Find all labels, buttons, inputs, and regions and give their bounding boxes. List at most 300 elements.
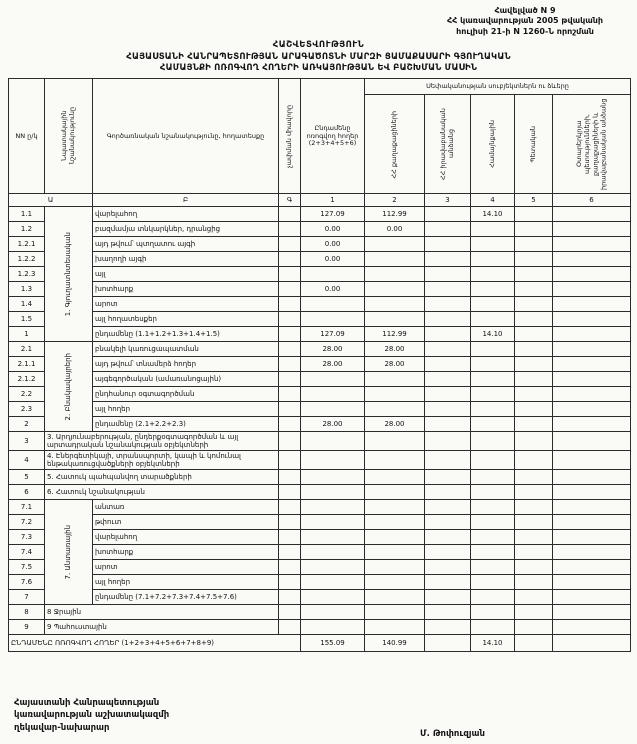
value-cell — [471, 515, 515, 530]
value-cell — [365, 530, 425, 545]
value-cell — [515, 515, 553, 530]
unit-cell — [279, 327, 301, 342]
value-cell — [515, 530, 553, 545]
value-cell — [515, 417, 553, 432]
value-cell — [301, 605, 365, 620]
table-row — [9, 342, 631, 357]
land-type-label-cell: անտառ — [93, 500, 279, 515]
value-cell — [471, 470, 515, 485]
value-cell — [301, 312, 365, 327]
table-row — [9, 451, 631, 470]
table-header — [9, 79, 631, 207]
table-row — [9, 560, 631, 575]
col-header-citizens — [365, 95, 425, 194]
appendix-line-3: հուլիսի 21-ի N 1260-Ն որոշման — [456, 26, 594, 36]
value-cell — [553, 560, 631, 575]
grand-total-value-cell: 140.99 — [365, 635, 425, 652]
row-number-cell: 2 — [9, 417, 45, 432]
unit-cell — [279, 252, 301, 267]
value-cell: 127.09 — [301, 207, 365, 222]
value-cell — [553, 237, 631, 252]
value-cell — [553, 327, 631, 342]
value-cell — [515, 207, 553, 222]
value-cell — [365, 515, 425, 530]
value-cell — [553, 545, 631, 560]
land-type-label-cell: այլ հողեր — [93, 402, 279, 417]
value-cell: 28.00 — [365, 357, 425, 372]
table-row — [9, 222, 631, 237]
value-cell: 28.00 — [365, 342, 425, 357]
value-cell — [425, 372, 471, 387]
row-number-cell: 1.3 — [9, 282, 45, 297]
value-cell — [425, 451, 471, 470]
table-row — [9, 432, 631, 451]
value-cell — [425, 402, 471, 417]
col-letter: 5 — [515, 194, 553, 207]
value-cell: 14.10 — [471, 327, 515, 342]
value-cell — [515, 620, 553, 635]
value-cell — [301, 485, 365, 500]
col-header-row-number: NN ը/կ — [9, 79, 45, 194]
unit-cell — [279, 545, 301, 560]
col-header-total-irrigated: Ընդամենը ոռոգվող հողեր (2+3+4+5+6) — [301, 79, 365, 194]
unit-cell — [279, 402, 301, 417]
value-cell — [515, 297, 553, 312]
value-cell: 127.09 — [301, 327, 365, 342]
report-title-line-3: ՀԱՄԱՅՆՔԻ ՈՌՈԳՎՈՂ ՀՈՂԵՐԻ ԱՌԿԱՅՈՒԹՅԱՆ ԵՎ ԲԱՇԽՄԱՆ ՄԱՍԻՆ — [159, 62, 478, 73]
value-cell — [301, 372, 365, 387]
table-row — [9, 297, 631, 312]
value-cell — [425, 207, 471, 222]
value-cell — [471, 267, 515, 282]
value-cell — [553, 387, 631, 402]
value-cell — [425, 575, 471, 590]
value-cell — [553, 515, 631, 530]
value-cell — [471, 237, 515, 252]
value-cell — [553, 207, 631, 222]
table-row — [9, 237, 631, 252]
value-cell — [515, 282, 553, 297]
table-row — [9, 620, 631, 635]
value-cell — [515, 545, 553, 560]
land-type-label-cell: խոտհարք — [93, 282, 279, 297]
table-row — [9, 485, 631, 500]
value-cell — [425, 267, 471, 282]
row-number-cell: 2.3 — [9, 402, 45, 417]
value-cell — [425, 530, 471, 545]
unit-cell — [279, 530, 301, 545]
land-type-label-cell: 4. Էներգետիկայի, տրանսպորտի, կապի և կոմունալ ենթակառուցվածքների օբյեկտների — [45, 451, 279, 470]
appendix-line-2: ՀՀ կառավարության 2005 թվականի — [446, 16, 604, 26]
value-cell — [425, 342, 471, 357]
table-row — [9, 282, 631, 297]
value-cell — [365, 387, 425, 402]
value-cell — [425, 237, 471, 252]
appendix-note — [420, 6, 630, 37]
value-cell — [471, 402, 515, 417]
value-cell — [553, 252, 631, 267]
value-cell — [365, 297, 425, 312]
col-header-ownership-group: Սեփականության սուբյեկտներն ու ձևերը — [365, 79, 631, 95]
land-type-label-cell: վարելահող — [93, 530, 279, 545]
row-number-cell: 2.1.2 — [9, 372, 45, 387]
table-row — [9, 357, 631, 372]
value-cell — [553, 417, 631, 432]
value-cell — [515, 470, 553, 485]
table-row — [9, 417, 631, 432]
value-cell: 28.00 — [301, 417, 365, 432]
land-type-label-cell: խաղողի այգի — [93, 252, 279, 267]
value-cell — [425, 485, 471, 500]
value-cell — [553, 590, 631, 605]
value-cell — [471, 590, 515, 605]
land-type-label-cell: խոտհարք — [93, 545, 279, 560]
table-body — [9, 207, 631, 652]
value-cell — [471, 432, 515, 451]
col-letter: Բ — [93, 194, 279, 207]
value-cell — [365, 252, 425, 267]
value-cell — [553, 470, 631, 485]
row-number-cell: 6 — [9, 485, 45, 500]
land-type-label-cell: 8 Ջրային — [45, 605, 279, 620]
row-number-cell: 2.1.1 — [9, 357, 45, 372]
unit-cell — [279, 515, 301, 530]
table-row — [9, 500, 631, 515]
signatory-line-2: կառավարության աշխատակազմի — [14, 710, 170, 721]
row-number-cell: 7.1 — [9, 500, 45, 515]
value-cell — [365, 605, 425, 620]
grand-total-value-cell: 155.09 — [301, 635, 365, 652]
unit-cell — [279, 470, 301, 485]
report-title-word: ՀԱՇՎԵՏՎՈՒԹՅՈՒՆ — [272, 40, 365, 50]
value-cell — [425, 605, 471, 620]
value-cell — [471, 451, 515, 470]
signatory-block — [14, 697, 169, 734]
value-cell — [365, 485, 425, 500]
col-letter: 3 — [425, 194, 471, 207]
row-number-cell: 1.1 — [9, 207, 45, 222]
col-letter: 2 — [365, 194, 425, 207]
value-cell — [365, 372, 425, 387]
value-cell — [553, 605, 631, 620]
col-header-purpose — [45, 79, 93, 194]
value-cell — [425, 222, 471, 237]
unit-cell — [279, 357, 301, 372]
table-row — [9, 530, 631, 545]
unit-cell — [279, 451, 301, 470]
value-cell — [425, 515, 471, 530]
unit-cell — [279, 605, 301, 620]
land-type-label-cell: ընդամենը (7.1+7.2+7.3+7.4+7.5+7.6) — [93, 590, 279, 605]
col-header-state-text: Պետական — [529, 125, 538, 163]
land-type-label-cell: ընդհանուր օգտագործման — [93, 387, 279, 402]
value-cell — [515, 402, 553, 417]
col-header-legal-entities — [425, 95, 471, 194]
unit-cell — [279, 575, 301, 590]
table-row — [9, 402, 631, 417]
value-cell — [471, 252, 515, 267]
row-number-cell: 9 — [9, 620, 45, 635]
value-cell — [425, 417, 471, 432]
value-cell — [553, 432, 631, 451]
value-cell — [365, 237, 425, 252]
value-cell — [553, 485, 631, 500]
value-cell — [515, 372, 553, 387]
value-cell — [425, 282, 471, 297]
table-row — [9, 387, 631, 402]
value-cell: 28.00 — [301, 357, 365, 372]
value-cell — [425, 357, 471, 372]
value-cell: 0.00 — [301, 222, 365, 237]
value-cell — [365, 545, 425, 560]
value-cell — [471, 357, 515, 372]
land-type-label-cell: արոտ — [93, 297, 279, 312]
value-cell — [301, 432, 365, 451]
col-header-state — [515, 95, 553, 194]
col-letter: 6 — [553, 194, 631, 207]
land-type-label-cell: այգեգործական (ամառանոցային) — [93, 372, 279, 387]
group-label-cell — [45, 500, 93, 605]
value-cell — [471, 282, 515, 297]
table-row — [9, 372, 631, 387]
value-cell — [365, 560, 425, 575]
value-cell: 0.00 — [301, 252, 365, 267]
value-cell — [553, 267, 631, 282]
value-cell — [301, 560, 365, 575]
value-cell — [301, 620, 365, 635]
appendix-line-1: Հավելված N 9 — [494, 6, 556, 15]
row-number-cell: 1.2.3 — [9, 267, 45, 282]
value-cell — [471, 372, 515, 387]
land-type-label-cell: արոտ — [93, 560, 279, 575]
value-cell — [553, 282, 631, 297]
unit-cell — [279, 560, 301, 575]
land-type-label-cell: այդ թվում՝ պտղատու այգի — [93, 237, 279, 252]
col-header-legal-entities-text: ՀՀ իրավաբանական անձանց — [439, 108, 456, 181]
value-cell — [365, 267, 425, 282]
value-cell — [515, 387, 553, 402]
value-cell — [425, 500, 471, 515]
land-type-label-cell: այդ թվում՝ տնամերձ հողեր — [93, 357, 279, 372]
value-cell — [471, 500, 515, 515]
value-cell — [301, 387, 365, 402]
value-cell — [515, 605, 553, 620]
row-number-cell: 1.2 — [9, 222, 45, 237]
row-number-cell: 1.2.1 — [9, 237, 45, 252]
unit-cell — [279, 417, 301, 432]
group-label-cell — [45, 342, 93, 432]
unit-cell — [279, 222, 301, 237]
value-cell — [471, 545, 515, 560]
unit-cell — [279, 620, 301, 635]
col-header-purpose-text: Նպատակային նշանակությունը — [60, 107, 77, 165]
value-cell — [425, 327, 471, 342]
value-cell — [425, 252, 471, 267]
col-header-unit-text: չափման միավորը — [285, 104, 294, 168]
value-cell — [515, 590, 553, 605]
land-type-label-cell: բազմամյա տնկարկներ, դրանցից — [93, 222, 279, 237]
group-label-cell — [45, 207, 93, 342]
group-label-text: 2. Բնակավայրերի — [64, 353, 73, 421]
value-cell — [471, 222, 515, 237]
land-type-label-cell: թփուտ — [93, 515, 279, 530]
row-number-cell: 2.1 — [9, 342, 45, 357]
value-cell — [515, 485, 553, 500]
value-cell — [553, 372, 631, 387]
value-cell — [365, 451, 425, 470]
value-cell — [553, 575, 631, 590]
value-cell — [471, 485, 515, 500]
land-type-label-cell: այլ հողատեսքեր — [93, 312, 279, 327]
unit-cell — [279, 342, 301, 357]
row-number-cell: 7 — [9, 590, 45, 605]
row-number-cell: 7.5 — [9, 560, 45, 575]
row-number-cell: 8 — [9, 605, 45, 620]
value-cell: 0.00 — [301, 282, 365, 297]
land-type-label-cell: վարելահող — [93, 207, 279, 222]
value-cell — [471, 560, 515, 575]
value-cell — [365, 312, 425, 327]
value-cell — [553, 312, 631, 327]
value-cell — [301, 530, 365, 545]
value-cell — [365, 470, 425, 485]
group-label-text: 1. Գյուղատնտեսական — [64, 232, 73, 317]
value-cell — [301, 545, 365, 560]
value-cell: 112.99 — [365, 207, 425, 222]
grand-total-row — [9, 635, 631, 652]
land-type-label-cell: այլ հողեր — [93, 575, 279, 590]
col-header-unit — [279, 79, 301, 194]
row-number-cell: 4 — [9, 451, 45, 470]
group-label-text: 7. Անտառային — [64, 525, 73, 580]
value-cell — [553, 222, 631, 237]
unit-cell — [279, 372, 301, 387]
value-cell — [425, 387, 471, 402]
land-type-label-cell: ընդամենը (2.1+2.2+2.3) — [93, 417, 279, 432]
col-header-foreign-text: Օտարերկրյա պետությունների, քաղաքացիների և իրավաբանական անձանց — [575, 98, 608, 191]
unit-cell — [279, 387, 301, 402]
value-cell — [471, 605, 515, 620]
col-letter: Գ — [279, 194, 301, 207]
value-cell — [471, 297, 515, 312]
table-row — [9, 312, 631, 327]
value-cell — [301, 575, 365, 590]
table-row — [9, 470, 631, 485]
value-cell — [471, 417, 515, 432]
value-cell: 112.99 — [365, 327, 425, 342]
row-number-cell: 3 — [9, 432, 45, 451]
value-cell — [515, 451, 553, 470]
value-cell — [471, 575, 515, 590]
unit-cell — [279, 432, 301, 451]
value-cell — [471, 620, 515, 635]
value-cell: 28.00 — [365, 417, 425, 432]
value-cell — [301, 402, 365, 417]
land-type-label-cell: բնակելի կառուցապատման — [93, 342, 279, 357]
table-row — [9, 605, 631, 620]
value-cell — [425, 470, 471, 485]
value-cell — [301, 500, 365, 515]
value-cell — [365, 590, 425, 605]
value-cell — [425, 545, 471, 560]
land-type-label-cell: ընդամենը (1.1+1.2+1.3+1.4+1.5) — [93, 327, 279, 342]
unit-cell — [279, 237, 301, 252]
table-row — [9, 575, 631, 590]
table-row — [9, 515, 631, 530]
row-number-cell: 7.3 — [9, 530, 45, 545]
value-cell — [425, 560, 471, 575]
unit-cell — [279, 207, 301, 222]
grand-total-label-cell: ԸՆԴԱՄԵՆԸ ՈՌՈԳՎՈՂ ՀՈՂԵՐ (1+2+3+4+5+6+7+8+9) — [9, 635, 301, 652]
table-row — [9, 267, 631, 282]
signatory-line-3: ղեկավար-նախարար — [14, 722, 110, 733]
signature-name: Մ. Թոփուզյան — [420, 729, 485, 739]
grand-total-value-cell: 14.10 — [471, 635, 515, 652]
grand-total-value-cell — [553, 635, 631, 652]
table-row — [9, 545, 631, 560]
value-cell: 14.10 — [471, 207, 515, 222]
value-cell — [365, 620, 425, 635]
row-number-cell: 5 — [9, 470, 45, 485]
value-cell — [425, 432, 471, 451]
col-letter: Ա — [9, 194, 93, 207]
value-cell — [471, 387, 515, 402]
col-letter: 4 — [471, 194, 515, 207]
value-cell — [425, 620, 471, 635]
value-cell — [471, 530, 515, 545]
land-type-label-cell: 3. Արդյունաբերության, ընդերքօգտագործման և այլ արտադրական նշանակության օբյեկտների — [45, 432, 279, 451]
value-cell — [301, 515, 365, 530]
value-cell — [515, 267, 553, 282]
value-cell — [553, 342, 631, 357]
unit-cell — [279, 282, 301, 297]
value-cell — [553, 530, 631, 545]
col-letter: 1 — [301, 194, 365, 207]
unit-cell — [279, 500, 301, 515]
value-cell — [515, 357, 553, 372]
value-cell — [471, 312, 515, 327]
unit-cell — [279, 485, 301, 500]
land-type-label-cell: 6. Հատուկ նշանակության — [45, 485, 279, 500]
value-cell — [301, 267, 365, 282]
value-cell — [515, 252, 553, 267]
value-cell — [515, 312, 553, 327]
value-cell — [425, 590, 471, 605]
value-cell — [365, 575, 425, 590]
value-cell: 0.00 — [301, 237, 365, 252]
value-cell — [471, 342, 515, 357]
value-cell — [515, 327, 553, 342]
value-cell — [365, 282, 425, 297]
table-row — [9, 207, 631, 222]
value-cell — [301, 451, 365, 470]
row-number-cell: 2.2 — [9, 387, 45, 402]
value-cell — [365, 402, 425, 417]
unit-cell — [279, 297, 301, 312]
land-type-label-cell: 5. Հատուկ պահպանվող տարածքների — [45, 470, 279, 485]
value-cell — [515, 222, 553, 237]
table-row — [9, 252, 631, 267]
unit-cell — [279, 312, 301, 327]
value-cell — [425, 297, 471, 312]
row-number-cell: 7.4 — [9, 545, 45, 560]
table-row — [9, 590, 631, 605]
value-cell — [553, 620, 631, 635]
value-cell — [515, 342, 553, 357]
value-cell — [515, 560, 553, 575]
value-cell — [425, 312, 471, 327]
value-cell — [301, 297, 365, 312]
